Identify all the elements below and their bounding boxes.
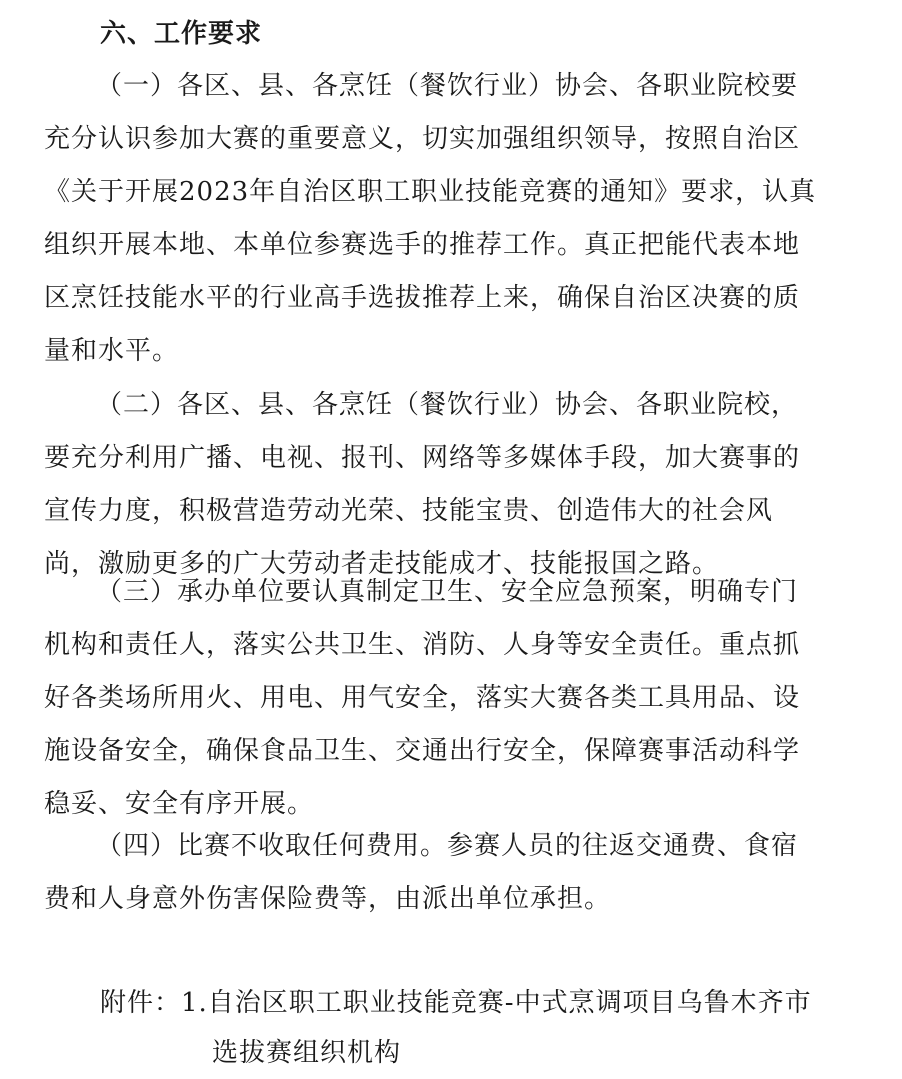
attachment-line-1: 附件：1.自治区职工职业技能竞赛-中式烹调项目乌鲁木齐市: [100, 988, 812, 1018]
paragraph-line: 机构和责任人，落实公共卫生、消防、人身等安全责任。重点抓: [44, 630, 801, 660]
paragraph-1: [44, 60, 864, 378]
paragraph-line: 要充分利用广播、电视、报刊、网络等多媒体手段，加大赛事的: [44, 443, 801, 473]
paragraph-line: （四）比赛不收取任何费用。参赛人员的往返交通费、食宿: [96, 831, 799, 861]
section-title: 六、工作要求: [100, 19, 263, 49]
paragraph-line: 量和水平。: [44, 336, 180, 366]
paragraph-line: 稳妥、安全有序开展。: [44, 789, 315, 819]
paragraph-line: （三）承办单位要认真制定卫生、安全应急预案，明确专门: [96, 577, 799, 607]
paragraph-4: [44, 820, 864, 926]
paragraph-line: （一）各区、县、各烹饪（餐饮行业）协会、各职业院校要: [96, 71, 799, 101]
attachment-line-2: 选拔赛组织机构: [212, 1038, 402, 1068]
paragraph-2: [44, 379, 864, 591]
paragraph-line: 《关于开展2023年自治区职工职业技能竞赛的通知》要求，认真: [44, 177, 817, 207]
paragraph-line: 组织开展本地、本单位参赛选手的推荐工作。真正把能代表本地: [44, 230, 801, 260]
paragraph-line: （二）各区、县、各烹饪（餐饮行业）协会、各职业院校，: [96, 390, 799, 420]
paragraph-line: 充分认识参加大赛的重要意义，切实加强组织领导，按照自治区: [44, 124, 801, 154]
paragraph-line: 好各类场所用火、用电、用气安全，落实大赛各类工具用品、设: [44, 683, 801, 713]
paragraph-3: [44, 566, 864, 831]
paragraph-line: 尚，激励更多的广大劳动者走技能成才、技能报国之路。: [44, 549, 720, 579]
paragraph-line: 宣传力度，积极营造劳动光荣、技能宝贵、创造伟大的社会风: [44, 496, 774, 526]
paragraph-line: 区烹饪技能水平的行业高手选拔推荐上来，确保自治区决赛的质: [44, 283, 801, 313]
paragraph-line: 费和人身意外伤害保险费等，由派出单位承担。: [44, 884, 612, 914]
attachment-note: [100, 978, 812, 1078]
paragraph-line: 施设备安全，确保食品卫生、交通出行安全，保障赛事活动科学: [44, 736, 801, 766]
